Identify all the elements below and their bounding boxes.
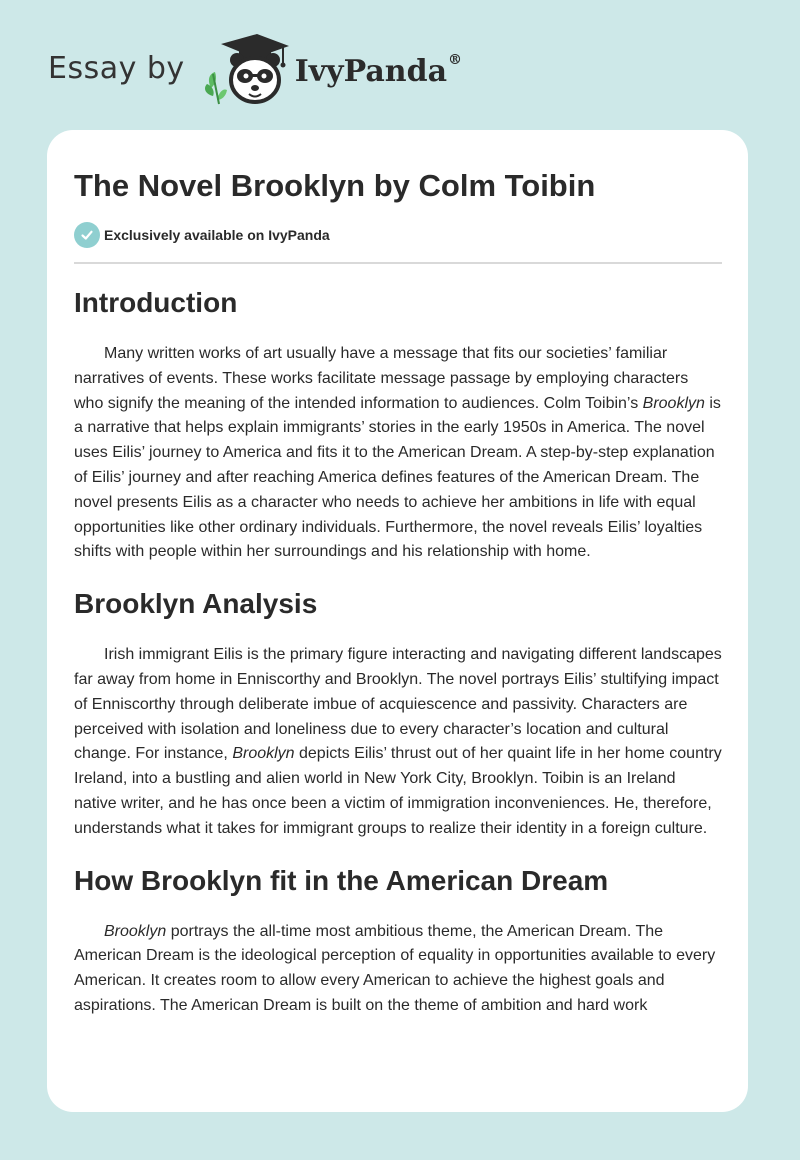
paragraph-text: is a narrative that helps explain immigrants’ stories in the early 1950s in America. The novel uses Eilis’ journey to America and fits it to the American Dream. A step-by-step explanation of Eilis’ journey and after reaching America defines features of the American Dream. The novel presents Eilis as a character who needs to achieve her ambitions in life with equal opportunities like other ordinary individuals. Furthermore, the novel reveals Eilis’ loyalties shifts with people within her surroundings and his relationship with home. bbox=[74, 394, 721, 561]
paragraph-text: portrays the all-time most ambitious theme, the American Dream. The American Dream is the ideological perception of equality in opportunities available to every American. It creates room to allow every American to achieve the highest goals and aspirations. The American Dream is built on the theme of ambition and hard work bbox=[74, 922, 716, 1014]
book-title: Brooklyn bbox=[642, 394, 705, 412]
divider bbox=[74, 262, 722, 264]
badge-label: Exclusively available on IvyPanda bbox=[104, 227, 330, 243]
registered-mark: ® bbox=[448, 51, 463, 68]
article-title: The Novel Brooklyn by Colm Toibin bbox=[74, 168, 596, 203]
panda-graduate-logo-icon[interactable] bbox=[199, 30, 291, 110]
section-heading: How Brooklyn fit in the American Dream bbox=[74, 864, 609, 896]
book-title: Brooklyn bbox=[104, 922, 167, 940]
check-icon bbox=[74, 222, 100, 248]
paragraph bbox=[74, 342, 722, 565]
paragraph-text: Irish immigrant Eilis is the primary figure interacting and navigating different landscapes far away from home in Enniscorthy and Brooklyn. The novel portrays Eilis’ stultifying impact of Enniscorthy through deliberate imbue of acquiescence and passivity. Characters are perceived with isolation and loneliness due to every character’s location and cultural change. For instance, bbox=[74, 646, 722, 763]
section-heading: Brooklyn Analysis bbox=[74, 588, 318, 620]
section-heading: Introduction bbox=[74, 287, 238, 318]
brand-text: IvyPanda bbox=[294, 53, 448, 89]
paragraph bbox=[74, 920, 722, 1019]
site-header bbox=[48, 30, 462, 110]
article-card bbox=[47, 130, 748, 1112]
section-brooklyn-analysis bbox=[74, 587, 722, 841]
paragraph-text: depicts Eilis’ thrust out of her quaint life in her home country Ireland, into a bustling and alien world in New York City, Brooklyn. Toibin is an Ireland native writer, and he has once been a victim of immigration inconveniences. He, therefore, understands what it takes for immigrant groups to realize their identity in a foreign culture. bbox=[74, 745, 722, 837]
section-american-dream bbox=[74, 864, 722, 1019]
book-title: Brooklyn bbox=[232, 745, 295, 763]
paragraph-text: Many written works of art usually have a message that fits our societies’ familiar narratives of events. These works facilitate message passage by employing characters who signify the meaning of the intended information to audiences. Colm Toibin’s bbox=[74, 345, 689, 412]
brand-name[interactable] bbox=[294, 51, 463, 89]
paragraph bbox=[74, 643, 722, 841]
essay-by-label: Essay by bbox=[48, 50, 185, 86]
section-introduction bbox=[74, 286, 722, 565]
exclusive-badge bbox=[74, 222, 722, 248]
